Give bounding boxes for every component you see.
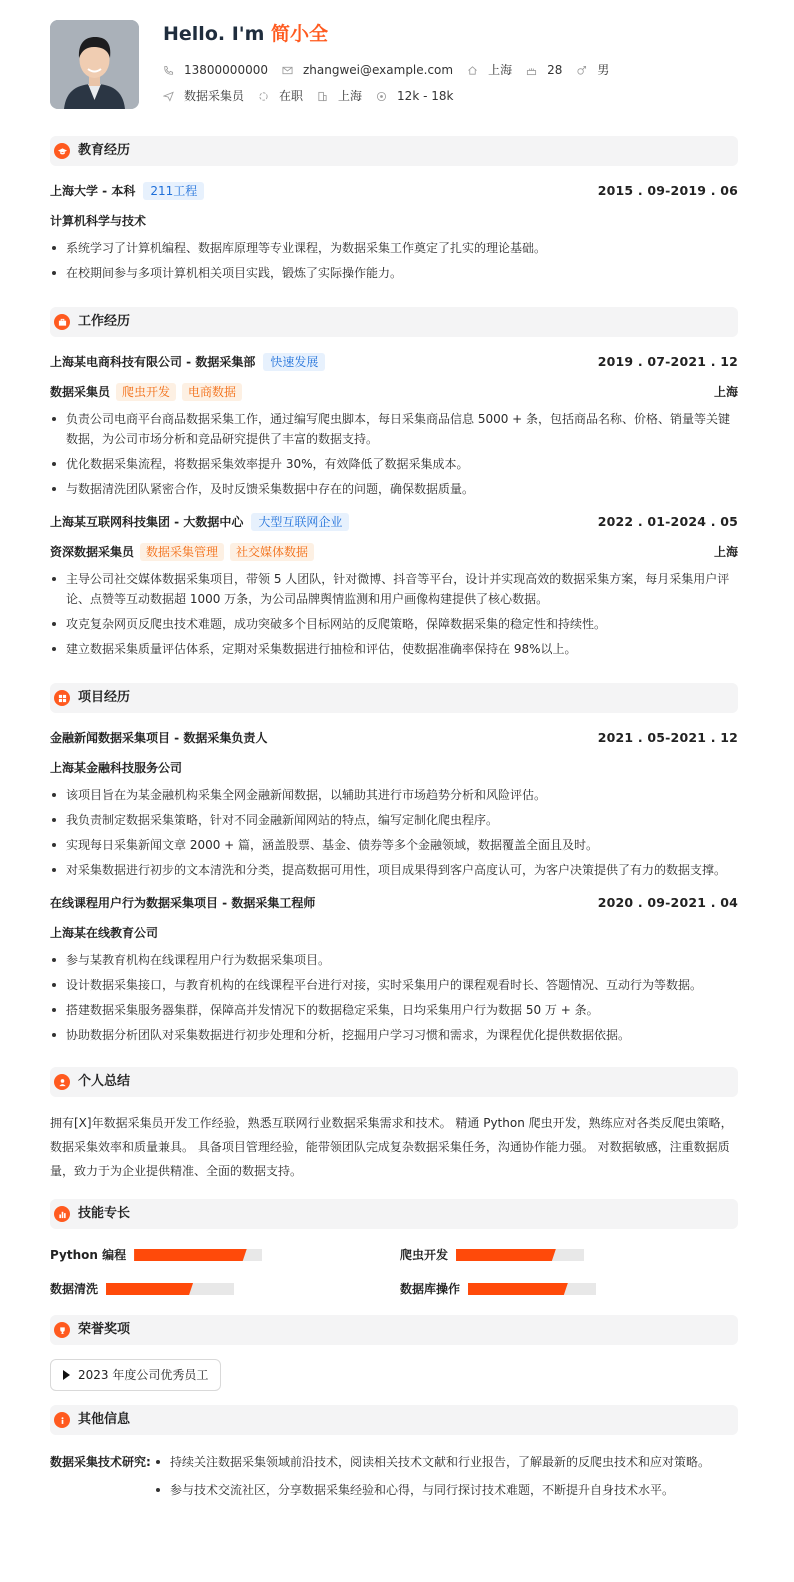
briefcase-icon <box>54 314 70 330</box>
list-item: 负责公司电商平台商品数据采集工作，通过编写爬虫脚本，每日采集商品信息 5000 + 条，包括商品名称、价格、销量等关键数据，为公司市场分析和竞品研究提供了丰富的数据支持。 <box>50 409 738 449</box>
skill-bar <box>134 1249 262 1261</box>
project-bullets <box>50 785 738 880</box>
list-item: 系统学习了计算机编程、数据库原理等专业课程，为数据采集工作奠定了扎实的理论基础。 <box>50 238 738 258</box>
project-date: 2020 . 09-2021 . 04 <box>597 894 738 910</box>
info-icon <box>54 1412 70 1428</box>
skill-bar <box>106 1283 234 1295</box>
cake-icon <box>526 65 537 76</box>
phone-icon <box>163 65 174 76</box>
project-org: 上海某金融科技服务公司 <box>50 761 183 775</box>
list-item: 实现每日采集新闻文章 2000 + 篇，涵盖股票、基金、债券等多个金融领域，数据覆盖全面且及时。 <box>50 835 738 855</box>
skill-bar <box>468 1283 596 1295</box>
age-text: 28 <box>547 63 563 77</box>
other-label: 数据采集技术研究: <box>50 1455 151 1469</box>
skill-tag: 社交媒体数据 <box>230 543 314 561</box>
job-city: 上海 <box>713 385 738 399</box>
gender-text: 男 <box>597 63 610 77</box>
honors-list <box>50 1359 738 1391</box>
list-item: 我负责制定数据采集策略，针对不同金融新闻网站的特点，编写定制化爬虫程序。 <box>50 810 738 830</box>
school-name: 上海大学 - 本科 <box>50 184 136 198</box>
project-org: 上海某在线教育公司 <box>50 926 159 940</box>
location-text: 上海 <box>488 63 513 77</box>
status <box>258 87 303 105</box>
graduation-cap-icon <box>54 143 70 159</box>
other-title-text: 其他信息 <box>78 1412 131 1428</box>
job-date: 2019 . 07-2021 . 12 <box>597 353 738 369</box>
projects-title-text: 项目经历 <box>78 690 131 706</box>
education-title-text: 教育经历 <box>78 143 131 159</box>
honors-section <box>50 1315 738 1391</box>
bar-chart-icon <box>54 1206 70 1222</box>
skill-item <box>50 1245 400 1265</box>
other-content <box>50 1452 738 1508</box>
job-role: 数据采集员 <box>50 385 111 399</box>
skill-bar-fill <box>468 1283 568 1295</box>
job-role-row <box>50 380 738 404</box>
play-icon <box>63 1370 70 1380</box>
list-item: 攻克复杂网页反爬虫技术难题，成功突破多个目标网站的反爬策略，保障数据采集的稳定性和持续性。 <box>50 614 738 634</box>
greeting <box>163 20 623 48</box>
skill-tag: 电商数据 <box>182 383 242 401</box>
user-icon <box>54 1074 70 1090</box>
summary-title <box>50 1067 738 1097</box>
education-bullets <box>50 238 738 283</box>
job-text: 数据采集员 <box>184 89 245 103</box>
skill-tag: 爬虫开发 <box>116 383 176 401</box>
status-text: 在职 <box>279 89 304 103</box>
age <box>526 61 562 79</box>
phone-text: 13800000000 <box>184 63 268 77</box>
job <box>163 87 244 105</box>
project-bullets <box>50 950 738 1045</box>
job-date: 2022 . 01-2024 . 05 <box>597 513 738 529</box>
avatar <box>50 20 139 109</box>
job-row <box>163 86 623 106</box>
skills-section <box>50 1199 738 1299</box>
list-item: 建立数据采集质量评估体系，定期对采集数据进行抽检和评估，使数据准确率保持在 98%以上。 <box>50 639 738 659</box>
salary-text: 12k - 18k <box>397 89 454 103</box>
job-bullets <box>50 409 738 499</box>
education-section <box>50 136 738 283</box>
award-item[interactable] <box>50 1359 221 1391</box>
list-item: 协助数据分析团队对采集数据进行初步处理和分析，挖掘用户学习习惯和需求，为课程优化提供数据依据。 <box>50 1025 738 1045</box>
projects-section <box>50 683 738 1045</box>
job-role-row <box>50 540 738 564</box>
project-name: 金融新闻数据采集项目 - 数据采集负责人 <box>50 731 268 745</box>
list-item: 该项目旨在为某金融机构采集全网金融新闻数据，以辅助其进行市场趋势分析和风险评估。 <box>50 785 738 805</box>
list-item: 主导公司社交媒体数据采集项目，带领 5 人团队，针对微博、抖音等平台，设计并实现高效的数据采集方案，每月采集用户评论、点赞等互动数据超 1000 万条，为公司品牌舆情监测和用户画像构建提供了核心数据。 <box>50 569 738 609</box>
trophy-icon <box>54 1322 70 1338</box>
project-org-row <box>50 921 738 945</box>
city <box>317 87 362 105</box>
company-name: 上海某电商科技有限公司 - 数据采集部 <box>50 355 256 369</box>
list-item: 搭建数据采集服务器集群，保障高并发情况下的数据稳定采集，日均采集用户行为数据 50 万 + 条。 <box>50 1000 738 1020</box>
list-item: 对采集数据进行初步的文本清洗和分类，提高数据可用性，项目成果得到客户高度认可，为客户决策提供了有力的数据支撑。 <box>50 860 738 880</box>
send-icon <box>163 91 174 102</box>
job-city: 上海 <box>713 545 738 559</box>
job-header-row <box>50 350 738 374</box>
projects-title <box>50 683 738 713</box>
summary-section <box>50 1067 738 1183</box>
list-item: 持续关注数据采集领域前沿技术，阅读相关技术文献和行业报告，了解最新的反爬虫技术和应对策略。 <box>154 1452 710 1472</box>
summary-text: 拥有[X]年数据采集员开发工作经验，熟悉互联网行业数据采集需求和技术。 精通 Python 爬虫开发，熟练应对各类反爬虫策略，数据采集效率和质量兼具。 具备项目管理经验，能带领团队完成复杂数据采集任务，沟通协作能力强。 对数据敏感，注重数据质量，致力于为企业提供精准、全面的数据支持。 <box>50 1116 733 1178</box>
skill-item <box>400 1279 700 1299</box>
resume-header <box>50 20 738 110</box>
company-name: 上海某互联网科技集团 - 大数据中心 <box>50 515 244 529</box>
skill-bar-fill <box>106 1283 193 1295</box>
greeting-text: Hello. I'm <box>163 23 265 45</box>
location <box>467 61 512 79</box>
other-title <box>50 1405 738 1435</box>
education-date: 2015 . 09-2019 . 06 <box>597 182 738 198</box>
city-text: 上海 <box>338 89 363 103</box>
school-tag: 211工程 <box>143 182 204 200</box>
list-item: 与数据清洗团队紧密合作，及时反馈采集数据中存在的问题，确保数据质量。 <box>50 479 738 499</box>
work-title-text: 工作经历 <box>78 314 131 330</box>
other-bullets <box>154 1452 710 1508</box>
job-header-row <box>50 510 738 534</box>
list-item: 设计数据采集接口，与教育机构的在线课程平台进行对接，实时采集用户的课程观看时长、答题情况、互动行为等数据。 <box>50 975 738 995</box>
skill-bar <box>456 1249 584 1261</box>
honors-title-text: 荣誉奖项 <box>78 1322 131 1338</box>
project-date: 2021 . 05-2021 . 12 <box>597 729 738 745</box>
contact-row <box>163 60 623 80</box>
email-text: zhangwei@example.com <box>302 63 454 77</box>
major: 计算机科学与技术 <box>50 214 147 228</box>
skills-grid <box>50 1245 738 1299</box>
project-org-row <box>50 756 738 780</box>
gender-icon <box>576 65 587 76</box>
other-section <box>50 1405 738 1508</box>
gender <box>576 61 609 79</box>
major-row <box>50 209 738 233</box>
email <box>282 61 453 79</box>
honors-title <box>50 1315 738 1345</box>
list-item: 参与技术交流社区，分享数据采集经验和心得，与同行探讨技术难题，不断提升自身技术水平。 <box>154 1480 710 1500</box>
skill-name: 爬虫开发 <box>400 1248 449 1262</box>
grid-icon <box>54 690 70 706</box>
refresh-icon <box>258 91 269 102</box>
company-tag: 大型互联网企业 <box>251 513 349 531</box>
skill-item <box>400 1245 700 1265</box>
coin-icon <box>376 91 387 102</box>
candidate-name: 简小全 <box>271 23 329 45</box>
project-name: 在线课程用户行为数据采集项目 - 数据采集工程师 <box>50 896 316 910</box>
award-text: 2023 年度公司优秀员工 <box>78 1368 209 1382</box>
skill-tag: 数据采集管理 <box>140 543 224 561</box>
skills-title-text: 技能专长 <box>78 1206 131 1222</box>
list-item: 参与某教育机构在线课程用户行为数据采集项目。 <box>50 950 738 970</box>
skill-bar-fill <box>134 1249 247 1261</box>
job-bullets <box>50 569 738 659</box>
building-icon <box>317 91 328 102</box>
phone <box>163 61 268 79</box>
project-header-row <box>50 891 738 915</box>
salary <box>376 87 453 105</box>
skill-item <box>50 1279 400 1299</box>
list-item: 优化数据采集流程，将数据采集效率提升 30%，有效降低了数据采集成本。 <box>50 454 738 474</box>
job-role: 资深数据采集员 <box>50 545 135 559</box>
list-item: 在校期间参与多项计算机相关项目实践，锻炼了实际操作能力。 <box>50 263 738 283</box>
project-header-row <box>50 726 738 750</box>
education-header-row <box>50 179 738 203</box>
home-icon <box>467 65 478 76</box>
email-icon <box>282 65 293 76</box>
skill-name: 数据清洗 <box>50 1282 99 1296</box>
skill-name: 数据库操作 <box>400 1282 461 1296</box>
summary-title-text: 个人总结 <box>78 1074 131 1090</box>
skill-bar-fill <box>456 1249 556 1261</box>
education-title <box>50 136 738 166</box>
skills-title <box>50 1199 738 1229</box>
skill-name: Python 编程 <box>50 1248 127 1262</box>
work-title <box>50 307 738 337</box>
company-tag: 快速发展 <box>263 353 325 371</box>
work-section <box>50 307 738 659</box>
